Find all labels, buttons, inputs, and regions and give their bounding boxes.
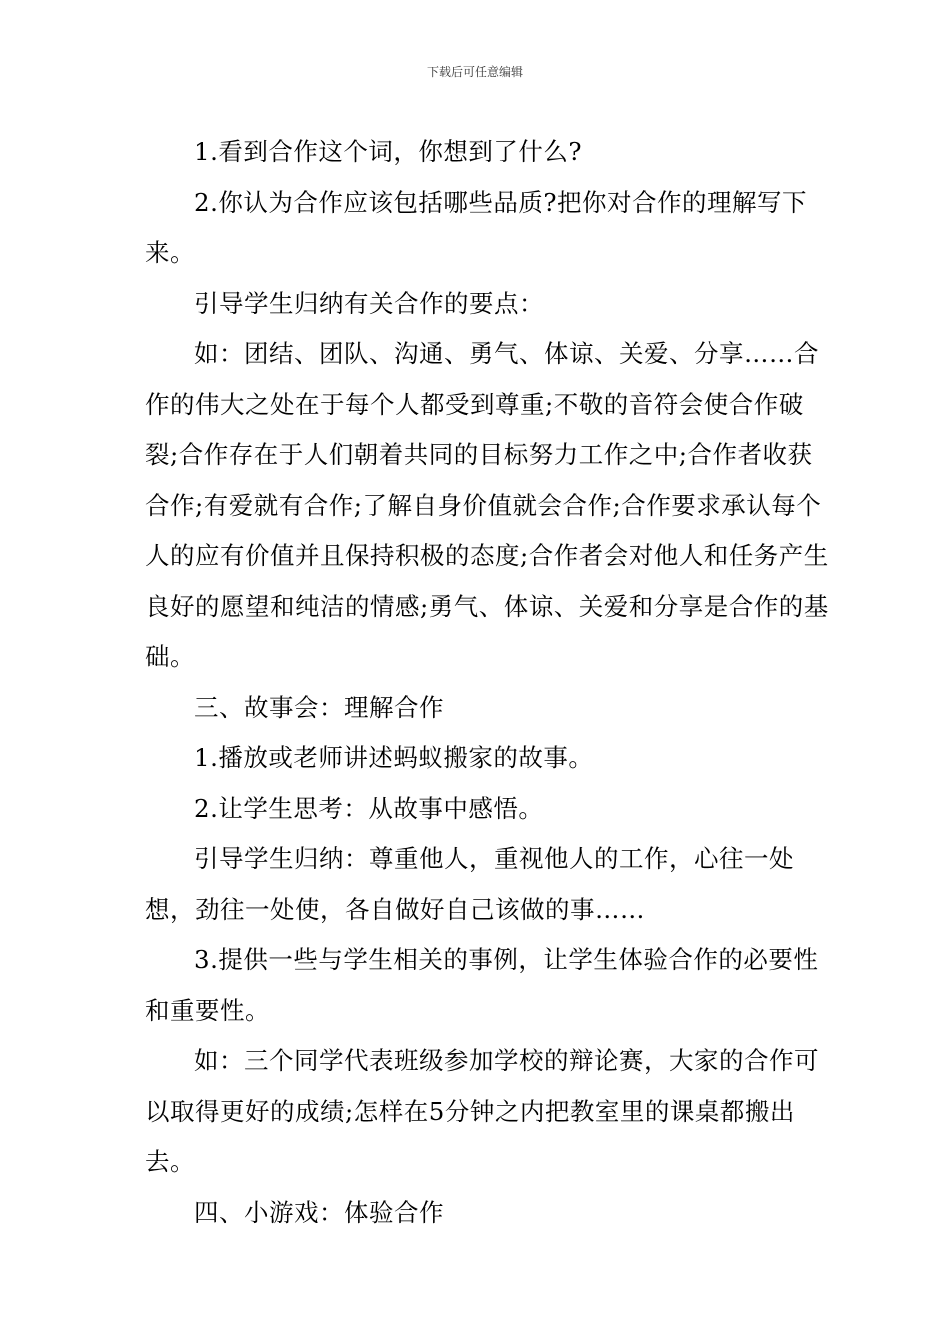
paragraph: 引导学生归纳：尊重他人，重视他人的工作，心往一处想，劲往一处使，各自做好自己该做的事……	[145, 844, 794, 924]
paragraph: 如：团结、团队、沟通、勇气、体谅、关爱、分享……合作的伟大之处在于每个人都受到尊重;不敬的音符会使合作破裂;合作存在于人们朝着共同的目标努力工作之中;合作者收获合作;有爱就有合作;了解自身价值就会合作;合作要求承认每个人的应有价值并且保持积极的态度;合作者会对他人和任务产生良好的愿望和纯洁的情感;勇气、体谅、关爱和分享是合作的基础。	[145, 339, 829, 671]
paragraph: 1.看到合作这个词，你想到了什么?	[194, 137, 583, 166]
paragraph: 引导学生归纳有关合作的要点：	[194, 288, 544, 318]
paragraph: 如：三个同学代表班级参加学校的辩论赛，大家的合作可以取得更好的成绩;怎样在5分钟之内把教室里的课桌都搬出去。	[145, 1046, 819, 1176]
paragraph: 2.你认为合作应该包括哪些品质?把你对合作的理解写下来。	[145, 187, 808, 267]
page-header: 下载后可任意编辑	[426, 65, 523, 79]
paragraph: 3.提供一些与学生相关的事例，让学生体验合作的必要性和重要性。	[145, 945, 819, 1025]
paragraph: 1.播放或老师讲述蚂蚁搬家的故事。	[194, 743, 594, 772]
document-body	[145, 127, 833, 1238]
section-heading: 四、小游戏：体验合作	[194, 1197, 444, 1227]
paragraph: 2.让学生思考：从故事中感悟。	[194, 793, 544, 823]
section-heading: 三、故事会：理解合作	[194, 692, 444, 722]
